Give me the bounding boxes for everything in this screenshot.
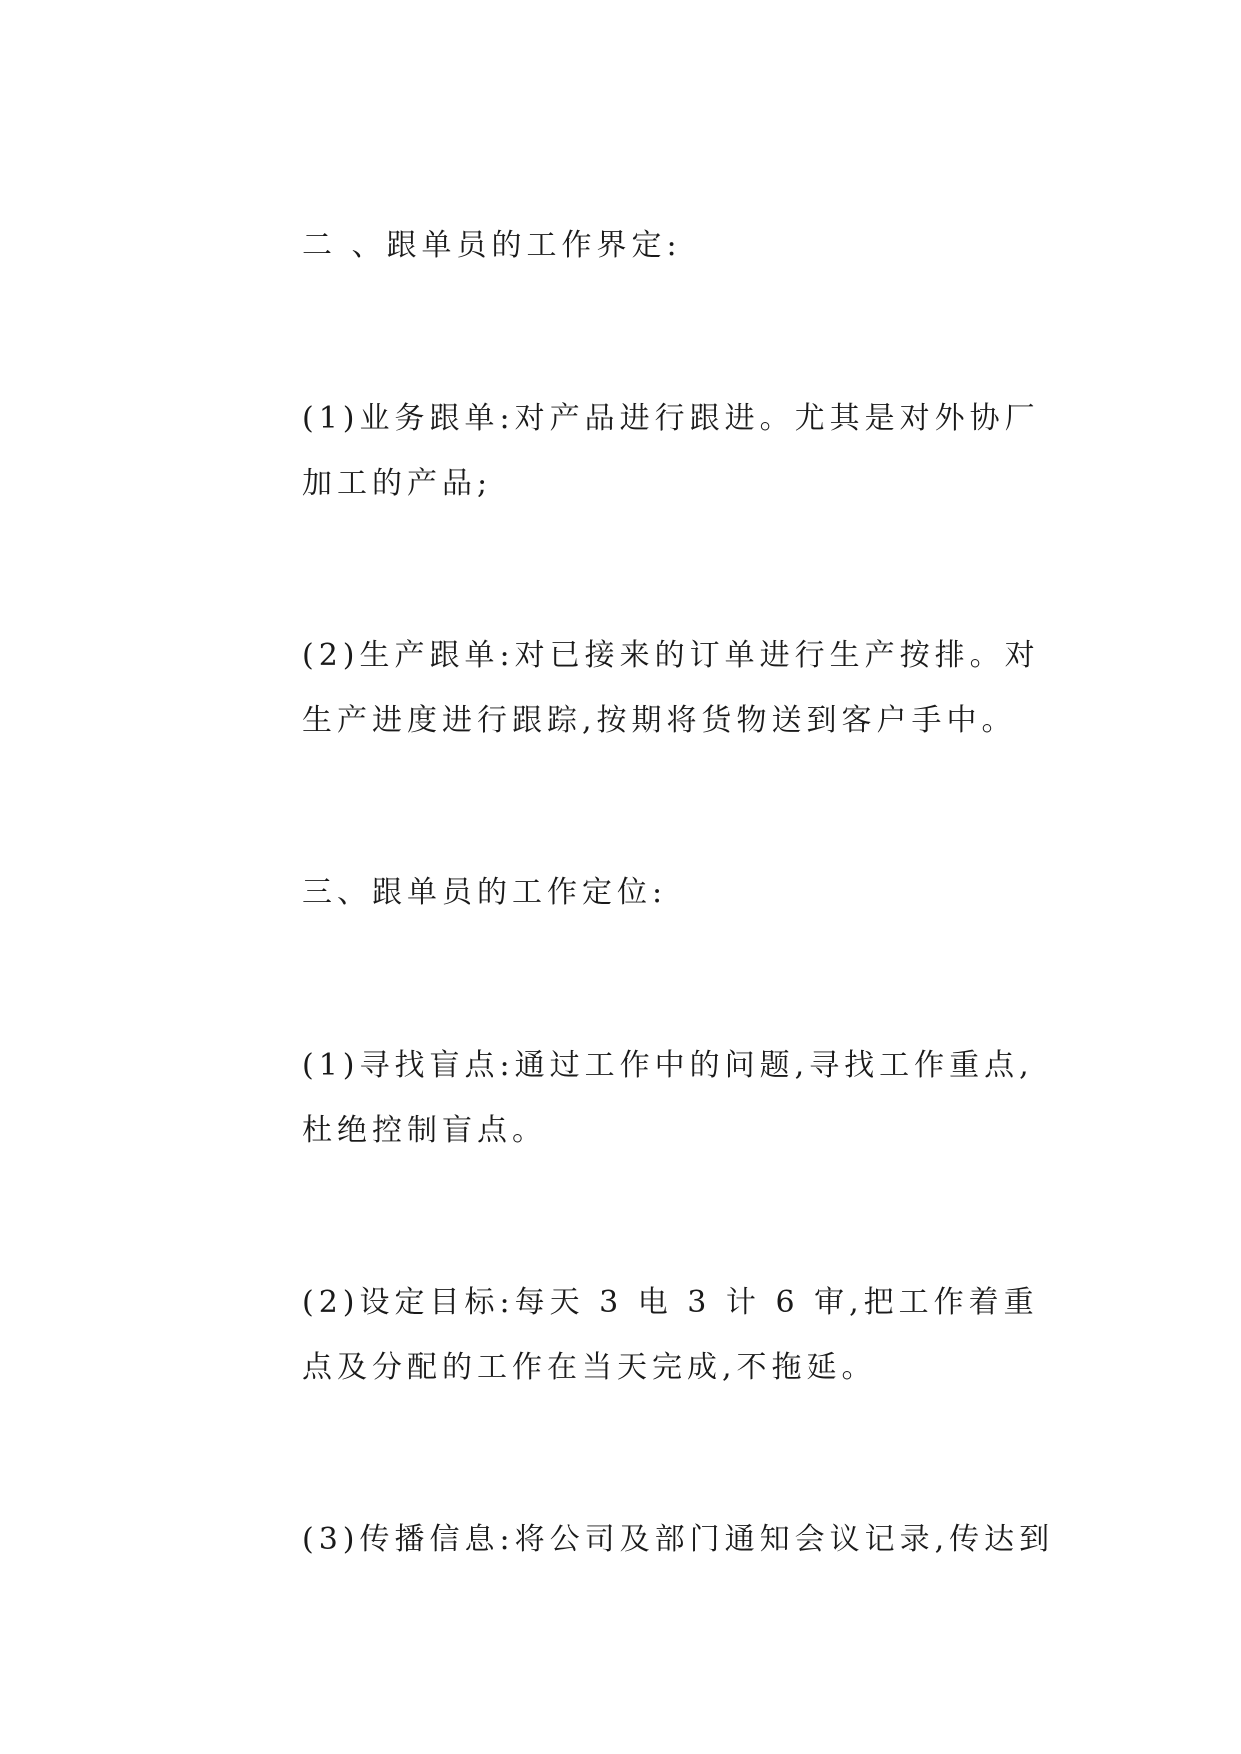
paragraph-business-followup: (1)业务跟单:对产品进行跟进。尤其是对外协厂加工的产品; [302, 401, 1040, 501]
section-heading-work-definition: 二 、跟单员的工作界定: [302, 228, 682, 263]
paragraph-find-blind-spots: (1)寻找盲点:通过工作中的问题,寻找工作重点,杜绝控制盲点。 [302, 1048, 1034, 1148]
section-heading-work-positioning: 三、跟单员的工作定位: [302, 875, 668, 910]
paragraph-set-goals: (2)设定目标:每天 3 电 3 计 6 审,把工作着重点及分配的工作在当天完成,不拖延。 [302, 1285, 1039, 1385]
paragraph-spread-information: (3)传播信息:将公司及部门通知会议记录,传达到 [302, 1522, 1055, 1557]
paragraph-production-followup: (2)生产跟单:对已接来的订单进行生产按排。对生产进度进行跟踪,按期将货物送到客户手中。 [302, 638, 1040, 738]
